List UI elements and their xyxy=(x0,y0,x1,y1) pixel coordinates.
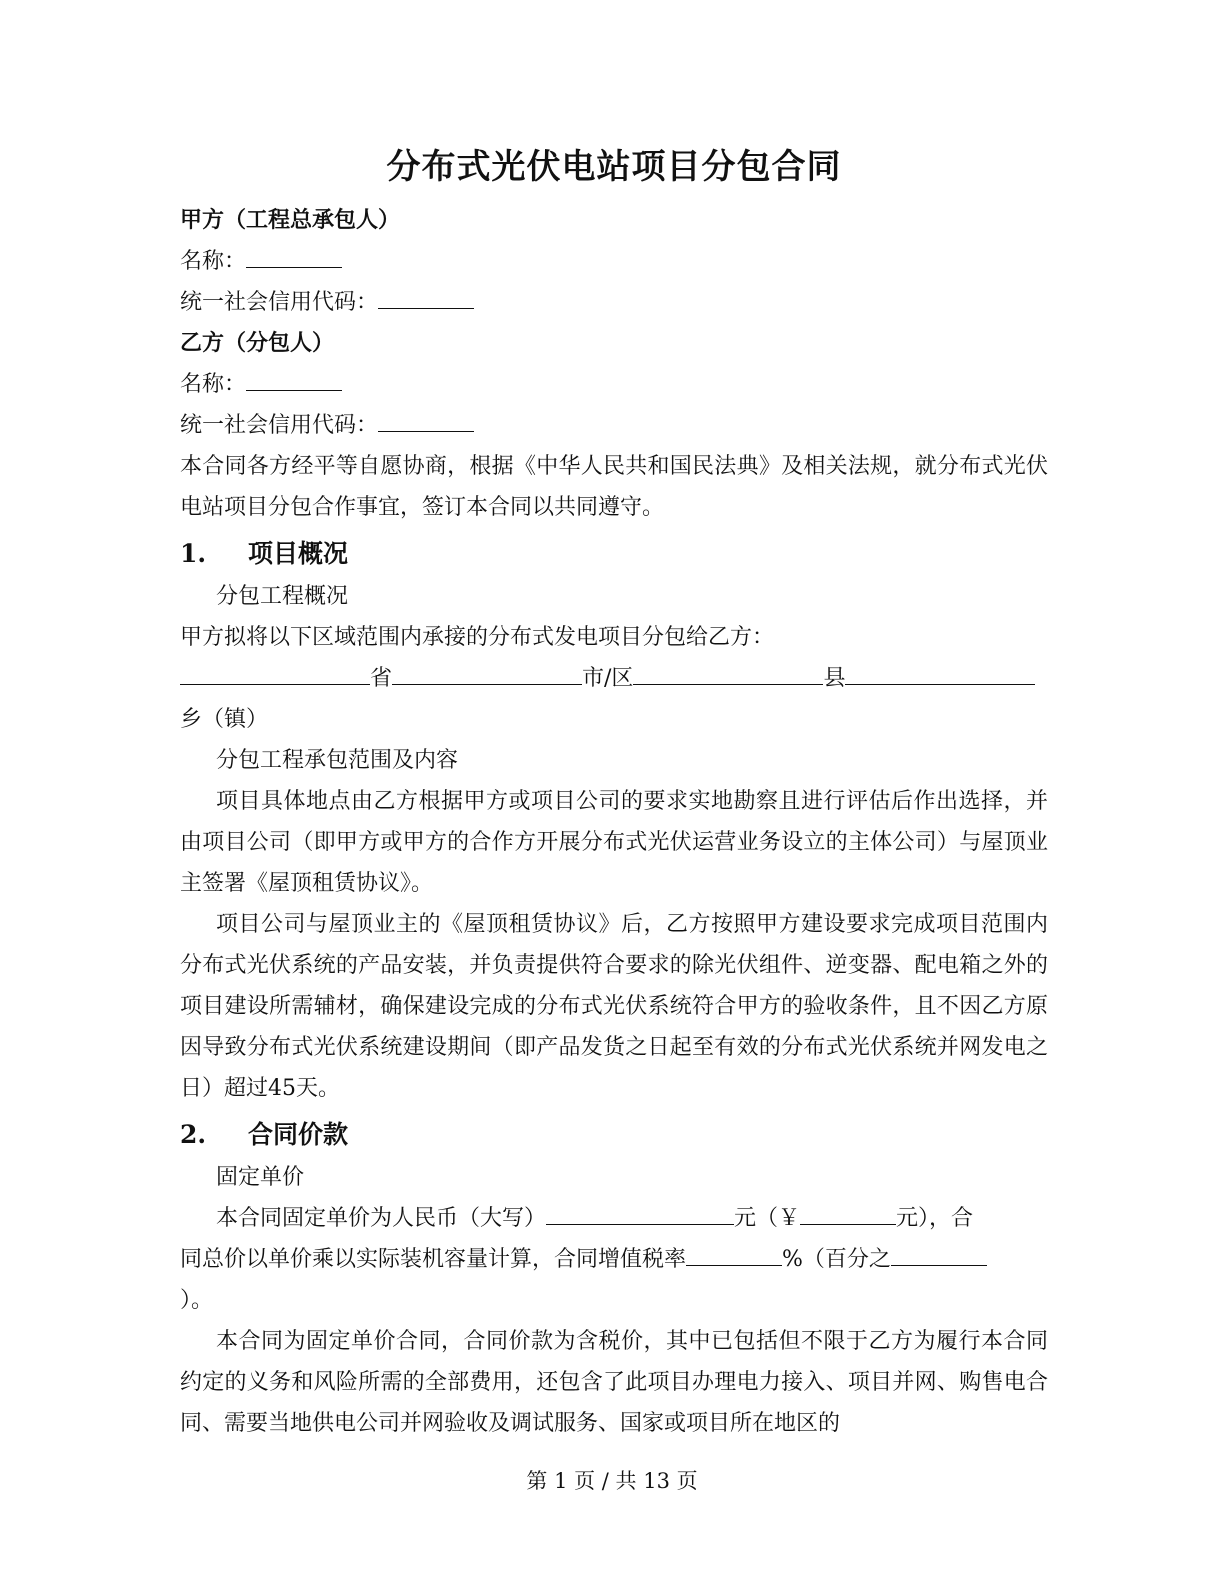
section-2-title: 合同价款 xyxy=(248,1120,349,1149)
party-a-code-label: 统一社会信用代码： xyxy=(180,290,379,315)
party-a-name-blank xyxy=(246,247,342,268)
party-a-code-blank xyxy=(378,288,474,309)
party-b-name-label: 名称： xyxy=(180,372,247,397)
tax-rate-words-blank xyxy=(891,1245,987,1266)
party-b-code-blank xyxy=(378,411,474,432)
section-1-sub1: 分包工程概况 xyxy=(216,584,349,609)
town-blank xyxy=(845,664,1035,685)
preamble: 本合同各方经平等自愿协商，根据《中华人民共和国民法典》及相关法规，就分布式光伏电站项目分包合作事宜，签订本合同以共同遵守。 xyxy=(180,454,1048,520)
price-number-blank xyxy=(800,1204,896,1225)
party-b-name-row xyxy=(180,364,1048,405)
party-b-heading: 乙方（分包人） xyxy=(180,330,335,356)
price-capital-blank xyxy=(546,1204,734,1225)
section-2-heading xyxy=(180,1113,1048,1157)
price-line-2 xyxy=(180,1239,1048,1280)
price-line-1 xyxy=(180,1198,1048,1239)
price-text-e: %（百分之 xyxy=(782,1247,891,1272)
province-label: 省 xyxy=(370,666,393,691)
page-title: 分布式光伏电站项目分包合同 xyxy=(386,147,842,187)
party-b-code-label: 统一社会信用代码： xyxy=(180,413,379,438)
town-label: 乡（镇） xyxy=(180,707,269,732)
section-1-title: 项目概况 xyxy=(248,539,349,568)
price-text-c: 元），合 xyxy=(896,1206,974,1231)
party-b-name-blank xyxy=(246,370,342,391)
address-row xyxy=(180,658,1048,699)
party-a-name-row xyxy=(180,241,1048,282)
party-a-heading: 甲方（工程总承包人） xyxy=(180,207,401,233)
document-body xyxy=(180,138,1048,1444)
tax-rate-blank xyxy=(686,1245,782,1266)
city-blank xyxy=(392,664,582,685)
province-blank xyxy=(180,664,370,685)
section-2-number: 2. xyxy=(180,1120,207,1149)
price-text-a: 本合同固定单价为人民币（大写） xyxy=(216,1206,547,1231)
price-line-3: ）。 xyxy=(180,1288,214,1313)
section-2-para2: 本合同为固定单价合同，合同价款为含税价，其中已包括但不限于乙方为履行本合同约定的义务和风险所需的全部费用，还包含了此项目办理电力接入、项目并网、购售电合同、需要当地供电公司并网验收及调试服务、国家或项目所在地区的 xyxy=(180,1329,1048,1436)
section-1-para2: 项目公司与屋顶业主的《屋顶租赁协议》后，乙方按照甲方建设要求完成项目范围内分布式光伏系统的产品安装，并负责提供符合要求的除光伏组件、逆变器、配电箱之外的项目建设所需辅材，确保建设完成的分布式光伏系统符合甲方的验收条件，且不因乙方原因导致分布式光伏系统建设期间（即产品发货之日起至有效的分布式光伏系统并网发电之日）超过45天。 xyxy=(180,912,1048,1101)
county-blank xyxy=(633,664,823,685)
section-1-intro: 甲方拟将以下区域范围内承接的分布式发电项目分包给乙方： xyxy=(180,625,775,650)
section-1-sub2: 分包工程承包范围及内容 xyxy=(216,748,459,773)
party-b-code-row xyxy=(180,405,1048,446)
party-a-code-row xyxy=(180,282,1048,323)
page-footer: 第 1 页 / 共 13 页 xyxy=(526,1469,698,1493)
section-1-para1: 项目具体地点由乙方根据甲方或项目公司的要求实地勘察且进行评估后作出选择，并由项目公司（即甲方或甲方的合作方开展分布式光伏运营业务设立的主体公司）与屋顶业主签署《屋顶租赁协议》。 xyxy=(180,789,1048,896)
county-label: 县 xyxy=(823,666,846,691)
section-1-number: 1. xyxy=(180,539,207,568)
city-label: 市/区 xyxy=(582,666,634,691)
price-text-b: 元（￥ xyxy=(734,1206,801,1231)
price-text-d: 同总价以单价乘以实际装机容量计算，合同增值税率 xyxy=(180,1247,687,1272)
party-a-name-label: 名称： xyxy=(180,249,247,274)
section-1-heading xyxy=(180,532,1048,576)
section-2-sub1: 固定单价 xyxy=(216,1165,305,1190)
